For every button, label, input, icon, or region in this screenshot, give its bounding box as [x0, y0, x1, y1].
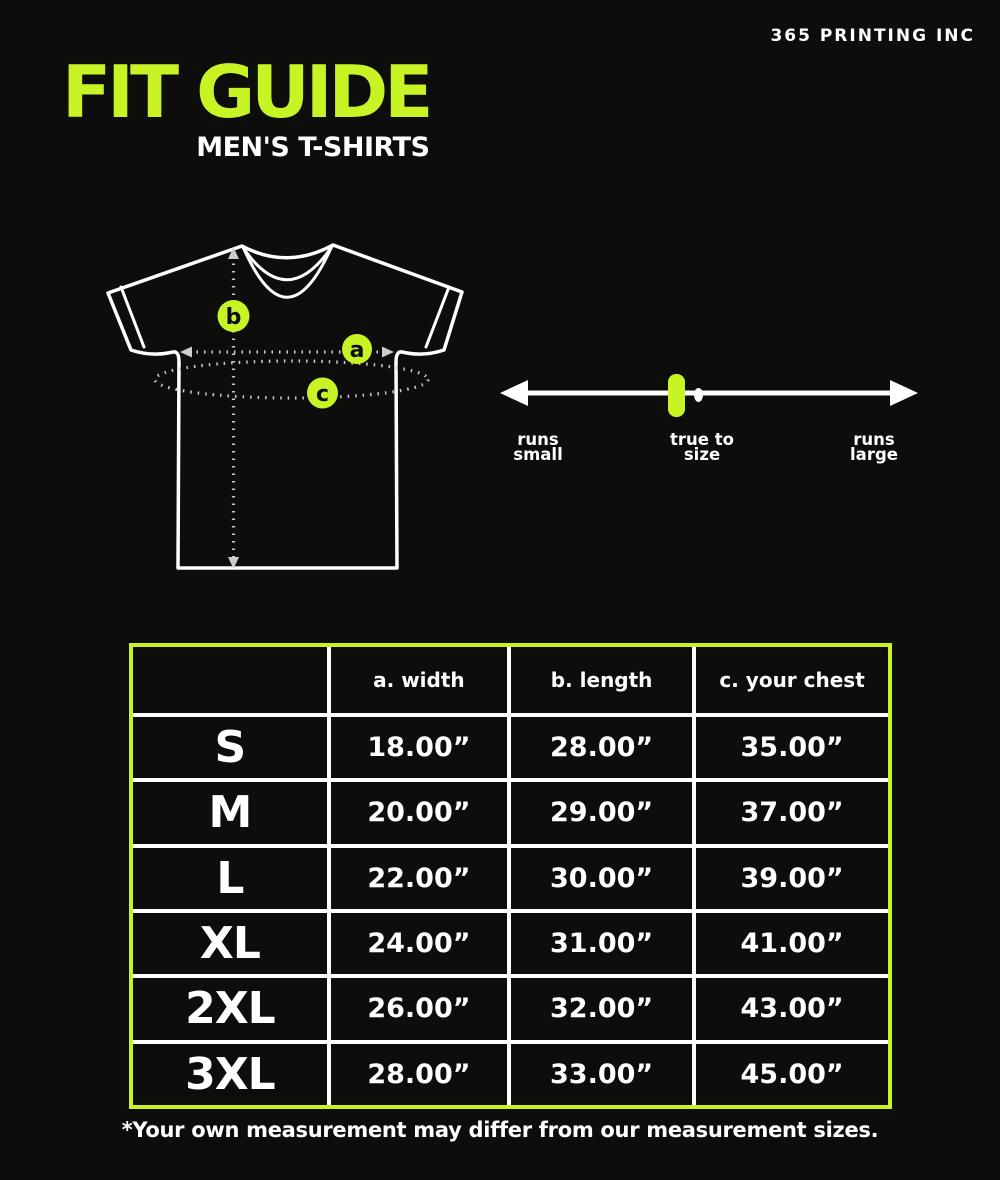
width-value: 26.00”: [331, 978, 507, 1039]
size-chart-table: [129, 643, 892, 1109]
tshirt-measurement-diagram: [90, 230, 480, 590]
length-value: 33.00”: [511, 1044, 692, 1105]
page-header: [62, 50, 430, 163]
scale-label-line: small: [513, 444, 563, 464]
width-value: 20.00”: [331, 782, 507, 843]
table-header-size: [133, 647, 327, 713]
measure-point-a-label: a: [349, 338, 365, 363]
scale-label-line: size: [683, 444, 721, 464]
length-value: 28.00”: [511, 717, 692, 778]
table-header-width: a. width: [331, 647, 507, 713]
scale-arrow-left: [500, 380, 528, 406]
size-label: L: [133, 848, 327, 909]
width-value: 22.00”: [331, 848, 507, 909]
chest-value: 45.00”: [696, 1044, 888, 1105]
size-label: 3XL: [133, 1044, 327, 1105]
page-subtitle: MEN'S T-SHIRTS: [196, 132, 430, 163]
chest-value: 39.00”: [696, 848, 888, 909]
right-cuff-line: [426, 287, 449, 347]
table-header-chest: c. your chest: [696, 647, 888, 713]
scale-label-runs-large: [850, 430, 898, 464]
chest-value: 43.00”: [696, 978, 888, 1039]
width-value: 24.00”: [331, 913, 507, 974]
size-label: XL: [133, 913, 327, 974]
footnote: *Your own measurement may differ from our measurement sizes.: [121, 1118, 879, 1142]
length-value: 31.00”: [511, 913, 692, 974]
scale-label-line: runs: [853, 430, 895, 449]
fit-indicator-pill: [668, 374, 685, 417]
fit-scale-svg: [490, 340, 950, 490]
size-label: S: [133, 717, 327, 778]
length-value: 32.00”: [511, 978, 692, 1039]
scale-arrow-right: [890, 380, 918, 406]
scale-label-line: true to: [670, 430, 734, 449]
scale-label-line: runs: [517, 430, 559, 449]
measure-point-c-label: c: [315, 382, 330, 407]
table-header-length: b. length: [511, 647, 692, 713]
chest-value: 37.00”: [696, 782, 888, 843]
length-value: 30.00”: [511, 848, 692, 909]
fit-scale: [490, 340, 950, 490]
width-value: 28.00”: [331, 1044, 507, 1105]
brand-name: 365 PRINTING INC: [770, 26, 975, 46]
collar-band-inner: [244, 248, 331, 297]
arrow-right: [382, 347, 394, 358]
scale-label-true-to-size: [670, 430, 734, 464]
length-value: 29.00”: [511, 782, 692, 843]
tshirt-outline: [108, 245, 462, 568]
arrow-left: [180, 347, 192, 358]
size-label: M: [133, 782, 327, 843]
width-value: 18.00”: [331, 717, 507, 778]
chest-guide-ellipse: [155, 361, 428, 398]
scale-label-line: large: [850, 444, 898, 464]
measure-point-b-label: b: [225, 305, 242, 330]
size-label: 2XL: [133, 978, 327, 1039]
page-title: FIT GUIDE: [62, 50, 430, 134]
chest-value: 41.00”: [696, 913, 888, 974]
scale-label-runs-small: [513, 430, 563, 464]
scale-tick-dot: [694, 388, 703, 402]
guide-arrowheads: [180, 247, 394, 569]
measure-points: [218, 300, 373, 409]
chest-value: 35.00”: [696, 717, 888, 778]
tshirt-diagram-svg: [90, 230, 480, 590]
measurement-guides: [155, 256, 428, 560]
